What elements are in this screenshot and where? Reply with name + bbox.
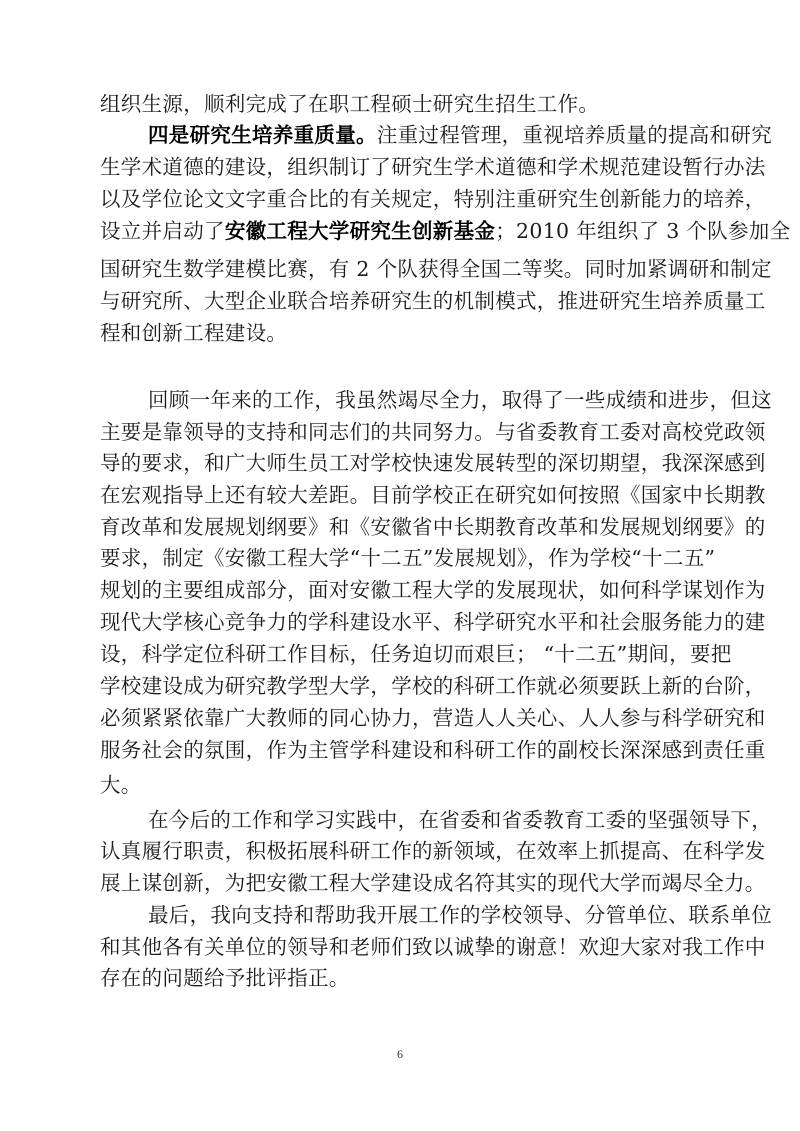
paragraph-line: 最后，我向支持和帮助我开展工作的学校领导、分管单位、联系单位 — [148, 903, 772, 927]
paragraph-line: 现代大学核心竞争力的学科建设水平、科学研究水平和社会服务能力的建 — [100, 610, 766, 634]
paragraph-line: 规划的主要组成部分，面对安徽工程大学的发展现状，如何科学谋划作为 — [100, 578, 766, 602]
paragraph-line: 服务社会的氛围，作为主管学科建设和科研工作的副校长深深感到责任重 — [100, 738, 766, 762]
paragraph-line: 认真履行职责，积极拓展科研工作的新领域，在效率上抓提高、在科学发 — [100, 839, 766, 863]
paragraph-text: ；2010 年组织了 3 个队参加全 — [495, 219, 791, 243]
page-number: 6 — [397, 1047, 403, 1061]
paragraph-line — [100, 216, 791, 246]
paragraph-line: 与研究所、大型企业联合培养研究生的机制模式，推进研究生培养质量工 — [100, 289, 766, 313]
paragraph-line: 程和创新工程建设。 — [100, 321, 288, 345]
paragraph-line: 要求，制定《安徽工程大学“十二五”发展规划》，作为学校“十二五” — [100, 546, 716, 570]
paragraph-line — [148, 120, 773, 150]
paragraph-line: 国研究生数学建模比赛，有 2 个队获得全国二等奖。同时加紧调研和制定 — [100, 257, 772, 281]
paragraph-line: 导的要求，和广大师生员工对学校快速发展转型的深切期望，我深深感到 — [100, 451, 766, 475]
paragraph-line: 必须紧紧依靠广大教师的同心协力，营造人人关心、人人参与科学研究和 — [100, 706, 766, 730]
paragraph-line: 回顾一年来的工作，我虽然竭尽全力，取得了一些成绩和进步，但这 — [148, 388, 772, 412]
paragraph-text: 设立并启动了 — [100, 219, 225, 243]
paragraph-line: 在今后的工作和学习实践中，在省委和省委教育工委的坚强领导下， — [148, 808, 772, 832]
paragraph-line: 主要是靠领导的支持和同志们的共同努力。与省委教育工委对高校党政领 — [100, 420, 766, 444]
paragraph-line: 生学术道德的建设，组织制订了研究生学术道德和学术规范建设暂行办法 — [100, 155, 766, 179]
section-heading-bold: 四是研究生培养重质量。 — [148, 123, 377, 147]
paragraph-line: 学校建设成为研究教学型大学，学校的科研工作就必须要跃上新的台阶， — [100, 674, 766, 698]
paragraph-line: 存在的问题给予批评指正。 — [100, 966, 350, 990]
paragraph-line: 大。 — [100, 773, 142, 797]
paragraph-line: 在宏观指导上还有较大差距。目前学校正在研究如何按照《国家中长期教 — [100, 483, 766, 507]
fund-name-bold: 安徽工程大学研究生创新基金 — [224, 219, 496, 243]
paragraph-line: 设，科学定位科研工作目标，任务迫切而艰巨； “十二五”期间，要把 — [100, 642, 732, 666]
paragraph-line: 育改革和发展规划纲要》和《安徽省中长期教育改革和发展规划纲要》的 — [100, 515, 766, 539]
paragraph-line: 以及学位论文文字重合比的有关规定，特别注重研究生创新能力的培养， — [100, 187, 766, 211]
paragraph-line: 和其他各有关单位的领导和老师们致以诚挚的谢意！欢迎大家对我工作中 — [100, 935, 766, 959]
paragraph-line: 展上谋创新，为把安徽工程大学建设成名符其实的现代大学而竭尽全力。 — [100, 871, 766, 895]
paragraph-text: 注重过程管理，重视培养质量的提高和研究 — [376, 123, 773, 147]
paragraph-line: 组织生源，顺利完成了在职工程硕士研究生招生工作。 — [100, 92, 600, 116]
